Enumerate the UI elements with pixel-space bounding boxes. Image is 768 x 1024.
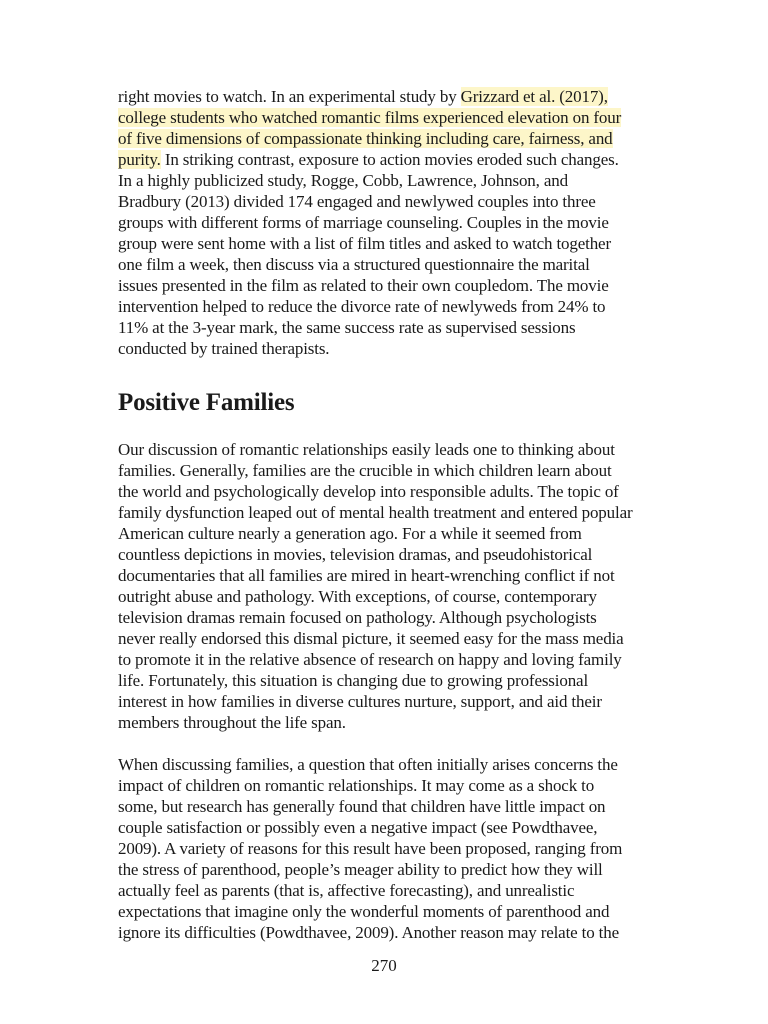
text-line bbox=[118, 107, 648, 128]
highlighted-text[interactable]: college students who watched romantic films experienced elevation on four bbox=[118, 108, 622, 127]
text-line bbox=[118, 128, 648, 149]
text-line: members throughout the life span. bbox=[118, 713, 346, 732]
text-line: expectations that imagine only the wonderful moments of parenthood and bbox=[118, 902, 610, 921]
text-line: conducted by trained therapists. bbox=[118, 339, 330, 358]
text-line: the world and psychologically develop into responsible adults. The topic of bbox=[118, 482, 619, 501]
text-line: Our discussion of romantic relationships easily leads one to thinking about bbox=[118, 440, 615, 459]
paragraph-movies-study bbox=[118, 86, 648, 359]
text-line: impact of children on romantic relationships. It may come as a shock to bbox=[118, 776, 595, 795]
highlighted-text[interactable]: purity. bbox=[118, 150, 161, 169]
text-line: couple satisfaction or possibly even a negative impact (see Powdthavee, bbox=[118, 818, 598, 837]
text-line: Bradbury (2013) divided 174 engaged and newlywed couples into three bbox=[118, 192, 596, 211]
text-line: never really endorsed this dismal picture, it seemed easy for the mass media bbox=[118, 629, 624, 648]
text-line: American culture nearly a generation ago. For a while it seemed from bbox=[118, 524, 582, 543]
highlighted-text[interactable]: of five dimensions of compassionate thinking including care, fairness, and bbox=[118, 129, 613, 148]
highlighted-text[interactable]: Grizzard et al. (2017), bbox=[460, 87, 608, 106]
section-heading: Positive Families bbox=[118, 389, 295, 416]
text-line bbox=[118, 149, 648, 170]
page-number: 270 bbox=[371, 956, 397, 975]
text-line: some, but research has generally found that children have little impact on bbox=[118, 797, 606, 816]
text-line: actually feel as parents (that is, affective forecasting), and unrealistic bbox=[118, 881, 575, 900]
text-line: outright abuse and pathology. With exceptions, of course, contemporary bbox=[118, 587, 597, 606]
text-line: the stress of parenthood, people’s meager ability to predict how they will bbox=[118, 860, 603, 879]
text-line: ignore its difficulties (Powdthavee, 2009). Another reason may relate to the bbox=[118, 923, 619, 942]
text-line: 2009). A variety of reasons for this result have been proposed, ranging from bbox=[118, 839, 623, 858]
text-line: documentaries that all families are mired in heart-wrenching conflict if not bbox=[118, 566, 615, 585]
text-line: one film a week, then discuss via a structured questionnaire the marital bbox=[118, 255, 590, 274]
paragraph-positive-families bbox=[118, 439, 648, 733]
text-line: life. Fortunately, this situation is changing due to growing professional bbox=[118, 671, 589, 690]
text-line: In a highly publicized study, Rogge, Cobb, Lawrence, Johnson, and bbox=[118, 171, 568, 190]
text-line: family dysfunction leaped out of mental health treatment and entered popular bbox=[118, 503, 633, 522]
text-line: countless depictions in movies, television dramas, and pseudohistorical bbox=[118, 545, 593, 564]
text-column bbox=[118, 86, 648, 943]
text-run: In striking contrast, exposure to action movies eroded such changes. bbox=[160, 150, 619, 169]
text-line bbox=[118, 86, 648, 107]
text-run: right movies to watch. In an experimental study by bbox=[118, 87, 461, 106]
text-line: group were sent home with a list of film titles and asked to watch together bbox=[118, 234, 611, 253]
text-line: to promote it in the relative absence of research on happy and loving family bbox=[118, 650, 622, 669]
paragraph-children-impact bbox=[118, 754, 648, 943]
text-line: intervention helped to reduce the divorce rate of newlyweds from 24% to bbox=[118, 297, 606, 316]
text-line: groups with different forms of marriage counseling. Couples in the movie bbox=[118, 213, 609, 232]
text-line: interest in how families in diverse cultures nurture, support, and aid their bbox=[118, 692, 602, 711]
text-line: issues presented in the film as related to their own coupledom. The movie bbox=[118, 276, 609, 295]
text-line: 11% at the 3-year mark, the same success rate as supervised sessions bbox=[118, 318, 576, 337]
text-line: families. Generally, families are the crucible in which children learn about bbox=[118, 461, 612, 480]
text-line: television dramas remain focused on pathology. Although psychologists bbox=[118, 608, 597, 627]
text-line: When discussing families, a question that often initially arises concerns the bbox=[118, 755, 618, 774]
